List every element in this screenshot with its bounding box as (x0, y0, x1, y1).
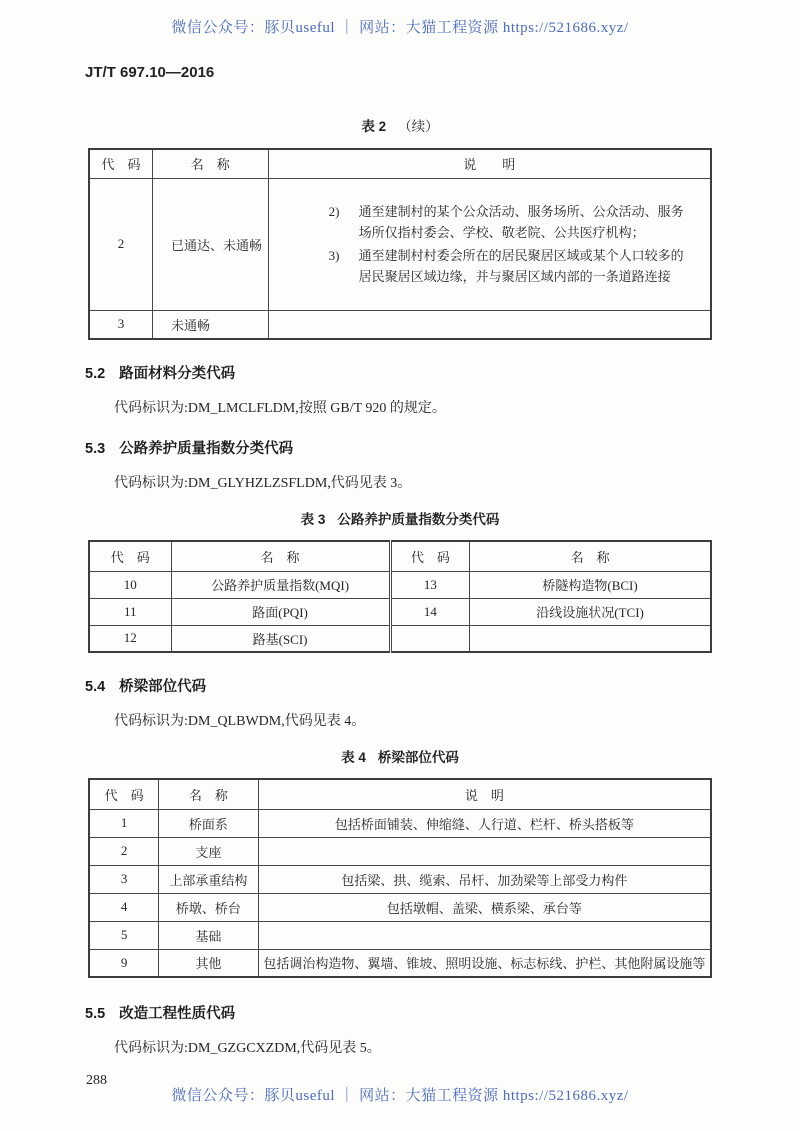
table2-road-access-codes (88, 148, 712, 340)
table3-row (89, 571, 711, 598)
table2-cell-desc (268, 310, 711, 339)
section-5-3-heading (85, 437, 712, 458)
table4-caption-title: 桥梁部位代码 (377, 750, 459, 765)
table2-cell-name: 未通畅 (152, 310, 268, 339)
desc-item-number: 2) (328, 204, 340, 219)
table3-cell: 10 (89, 571, 171, 598)
table2-header-code: 代 码 (89, 149, 152, 178)
section-title: 改造工程性质代码 (119, 1006, 236, 1022)
table2-header-desc: 说 明 (268, 149, 711, 178)
table2-row (89, 178, 711, 310)
bottom-watermark: 微信公众号：豚贝useful ｜ 网站：大猫工程资源 https://521686.xyz/ (171, 1088, 629, 1104)
table4-cell: 1 (89, 809, 159, 837)
table4-cell: 桥面系 (159, 809, 259, 837)
section-5-4-body: 代码标识为:DM_QLBWDM,代码见表 4。 (114, 714, 366, 729)
table4-cell: 桥墩、桥台 (159, 893, 259, 921)
table2-cell-name: 已通达、未通畅 (152, 178, 268, 310)
table3-cell (390, 625, 470, 652)
table4-cell: 9 (89, 949, 159, 977)
table3-cell: 桥隧构造物(BCI) (470, 571, 711, 598)
table3-cell: 14 (390, 598, 470, 625)
section-5-3-body: 代码标识为:DM_GLYHZLZSFLDM,代码见表 3。 (114, 476, 412, 491)
table4-cell: 5 (89, 921, 159, 949)
table3-cell: 沿线设施状况(TCI) (470, 598, 711, 625)
table4-row (89, 809, 711, 837)
desc-item-text: 通至建制村的某个公众活动、服务场所、公众活动、服务场所仅指村委会、学校、敬老院、公共医疗机构； (358, 204, 684, 240)
section-number: 5.3 (85, 441, 106, 457)
table4-cell: 上部承重结构 (159, 865, 259, 893)
table2-caption-label: 表 2 (361, 119, 387, 134)
section-5-5-heading (85, 1002, 712, 1023)
table4-cell: 3 (89, 865, 159, 893)
section-5-5-body: 代码标识为:DM_GZGCXZDM,代码见表 5。 (114, 1041, 381, 1056)
table4-cell: 包括墩帽、盖梁、横系梁、承台等 (258, 893, 711, 921)
table4-cell: 支座 (159, 837, 259, 865)
table4-cell: 其他 (159, 949, 259, 977)
table2-header-name: 名 称 (152, 149, 268, 178)
table4-bridge-part-codes (88, 778, 712, 978)
section-5-2-body: 代码标识为:DM_LMCLFLDM,按照 GB/T 920 的规定。 (114, 401, 446, 416)
table3-header-name-left: 名 称 (171, 541, 390, 571)
table4-cell: 2 (89, 837, 159, 865)
table4-cell: 包括桥面铺装、伸缩缝、人行道、栏杆、桥头搭板等 (258, 809, 711, 837)
table4-row (89, 865, 711, 893)
table4-row (89, 837, 711, 865)
table3-caption-title: 公路养护质量指数分类代码 (337, 512, 500, 527)
table2-cell-code: 2 (89, 178, 152, 310)
table3-cell: 路面(PQI) (171, 598, 390, 625)
section-title: 路面材料分类代码 (119, 366, 236, 382)
table3-header-code-left: 代 码 (89, 541, 171, 571)
page-number: 288 (86, 1073, 107, 1088)
standard-number: JT/T 697.10—2016 (85, 64, 215, 81)
table3-cell: 公路养护质量指数(MQI) (171, 571, 390, 598)
table3-cell: 12 (89, 625, 171, 652)
table4-row (89, 949, 711, 977)
table4-row (89, 893, 711, 921)
table4-cell: 基础 (159, 921, 259, 949)
table4-header-desc: 说 明 (258, 779, 711, 809)
section-title: 桥梁部位代码 (119, 679, 207, 695)
table4-row (89, 921, 711, 949)
desc-item-text: 通至建制村村委会所在的居民聚居区域或某个人口较多的居民聚居区域边缘，并与聚居区域内部的一条道路连接 (358, 248, 684, 284)
section-number: 5.2 (85, 366, 106, 382)
table4-cell: 包括梁、拱、缆索、吊杆、加劲梁等上部受力构件 (258, 865, 711, 893)
page-content (85, 0, 712, 1089)
table4-caption-label: 表 4 (341, 750, 366, 765)
desc-item (329, 245, 692, 287)
table2-row (89, 310, 711, 339)
table2-caption (88, 115, 712, 135)
table3-cell: 路基(SCI) (171, 625, 390, 652)
table3-caption (88, 508, 712, 528)
table4-cell: 包括调治构造物、翼墙、锥坡、照明设施、标志标线、护栏、其他附属设施等 (258, 949, 711, 977)
table3-header-row (89, 541, 711, 571)
table4-cell (258, 921, 711, 949)
table3-header-code-right: 代 码 (390, 541, 470, 571)
table3-caption-label: 表 3 (300, 512, 326, 527)
table3-cell: 11 (89, 598, 171, 625)
table4-header-row (89, 779, 711, 809)
section-number: 5.4 (85, 679, 106, 695)
table3-cell (470, 625, 711, 652)
table2-caption-suffix: （续） (398, 119, 439, 134)
desc-item (329, 201, 692, 243)
section-5-2-heading (85, 362, 712, 383)
section-title: 公路养护质量指数分类代码 (119, 441, 294, 457)
table3-row (89, 598, 711, 625)
table2-cell-code: 3 (89, 310, 152, 339)
table4-header-code: 代 码 (89, 779, 159, 809)
table4-cell (258, 837, 711, 865)
section-number: 5.5 (85, 1006, 106, 1022)
section-5-4-heading (85, 675, 712, 696)
table2-cell-desc (268, 178, 711, 310)
table4-cell: 4 (89, 893, 159, 921)
table3-row (89, 625, 711, 652)
desc-item-number: 3) (328, 248, 340, 263)
top-watermark: 微信公众号：豚贝useful ｜ 网站：大猫工程资源 https://521686.xyz/ (171, 20, 629, 36)
table3-cell: 13 (390, 571, 470, 598)
table2-header-row (89, 149, 711, 178)
table3-maintenance-quality-index-codes (88, 540, 712, 653)
table4-caption (88, 746, 712, 766)
table4-header-name: 名 称 (159, 779, 259, 809)
table3-header-name-right: 名 称 (470, 541, 711, 571)
